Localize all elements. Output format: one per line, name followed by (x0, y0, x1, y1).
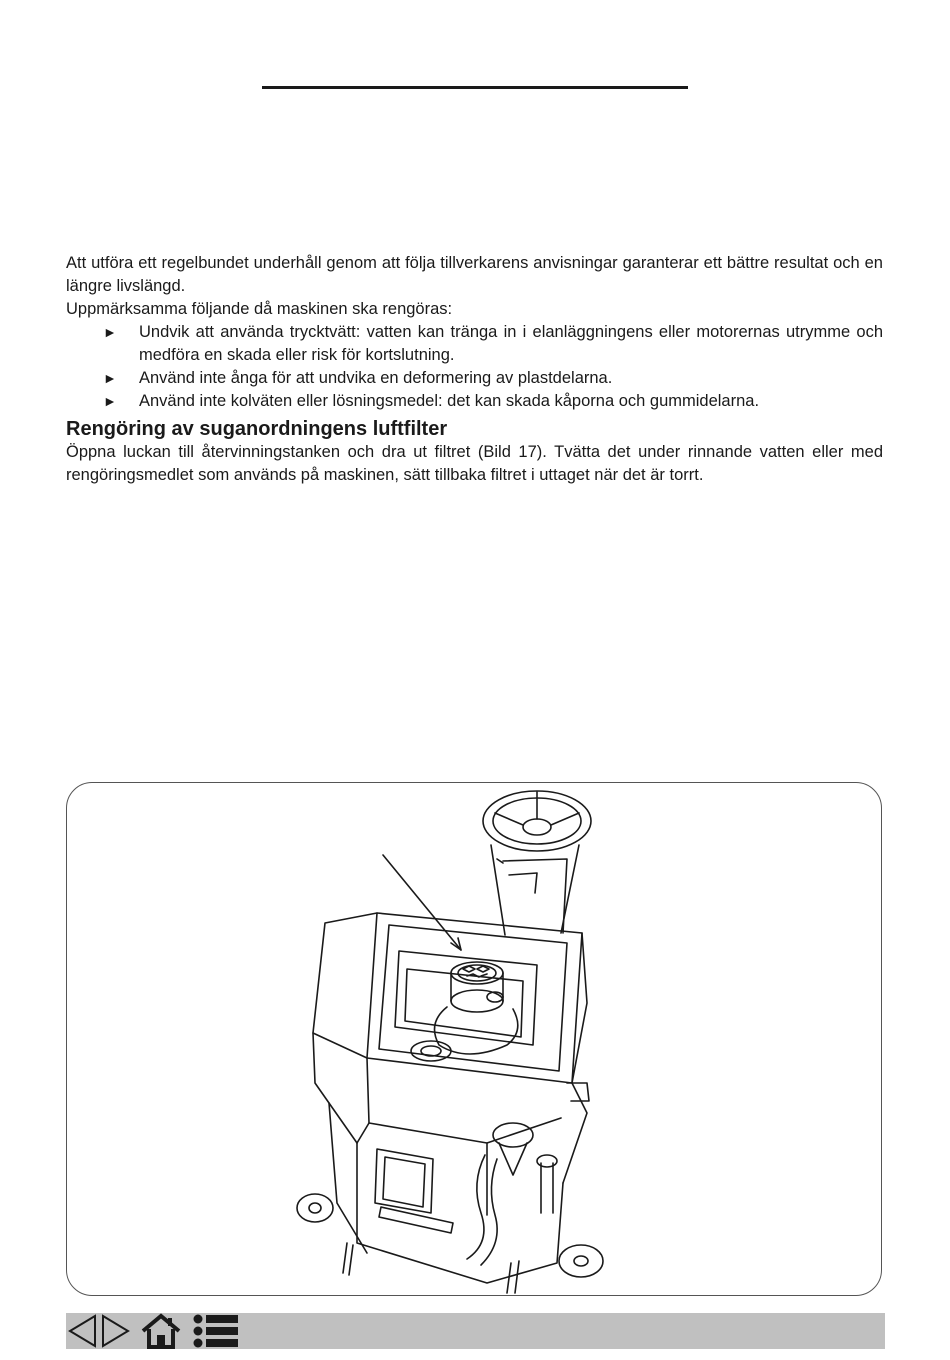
title-rule (262, 86, 688, 89)
intro-paragraph: Att utföra ett regelbundet underhåll genom att följa tillverkarens anvisningar garanterar ett bättre resultat och en längre livslängd. (66, 254, 883, 295)
section-paragraph: Öppna luckan till återvinningstanken och dra ut filtret (Bild 17). Tvätta det under rinnande vatten eller med rengöringsmedlet som används på maskinen, sätt tillbaka filtret i uttaget när det är torrt. (66, 443, 883, 484)
home-button[interactable] (140, 1313, 182, 1349)
steering-column-drawing (491, 845, 579, 935)
steering-wheel-drawing (483, 791, 591, 851)
figure-frame (66, 782, 882, 1296)
list-item (66, 367, 883, 390)
bullet-arrow-icon: ► (103, 324, 117, 340)
next-page-button[interactable] (100, 1313, 132, 1349)
list-item (66, 390, 883, 413)
table-of-contents-button[interactable] (192, 1313, 240, 1349)
scrubber-dryer-illustration (67, 783, 881, 1295)
previous-page-button[interactable] (66, 1313, 98, 1349)
document-body (66, 252, 883, 487)
bullet-arrow-icon: ► (103, 370, 117, 386)
drain-hose-drawing (467, 1123, 557, 1265)
air-filter-drawing (411, 962, 518, 1061)
list-item-text: Använd inte ånga för att undvika en deformering av plastdelarna. (139, 369, 613, 387)
callout-arrow-drawing (383, 855, 461, 950)
previous-page-icon (66, 1313, 98, 1349)
cleaning-warnings-list (66, 321, 883, 413)
section-heading: Rengöring av suganordningens luftfilter (66, 418, 448, 440)
bullet-arrow-icon: ► (103, 393, 117, 409)
list-item-text: Använd inte kolväten eller lösningsmedel: det kan skada kåporna och gummidelarna. (139, 392, 760, 410)
list-item-text: Undvik att använda trycktvätt: vatten kan tränga in i elanläggningens eller motorernas utrymme och medföra en skada eller risk för kortslutning. (139, 323, 883, 364)
home-icon (140, 1313, 182, 1349)
front-hatch-drawing (375, 1149, 453, 1233)
next-page-icon (100, 1313, 132, 1349)
list-item (66, 321, 883, 367)
intro-lead: Uppmärksamma följande då maskinen ska rengöras: (66, 300, 453, 318)
table-of-contents-icon (192, 1313, 240, 1349)
page-navigation-bar (66, 1313, 885, 1349)
recovery-tank-drawing (313, 913, 587, 1283)
